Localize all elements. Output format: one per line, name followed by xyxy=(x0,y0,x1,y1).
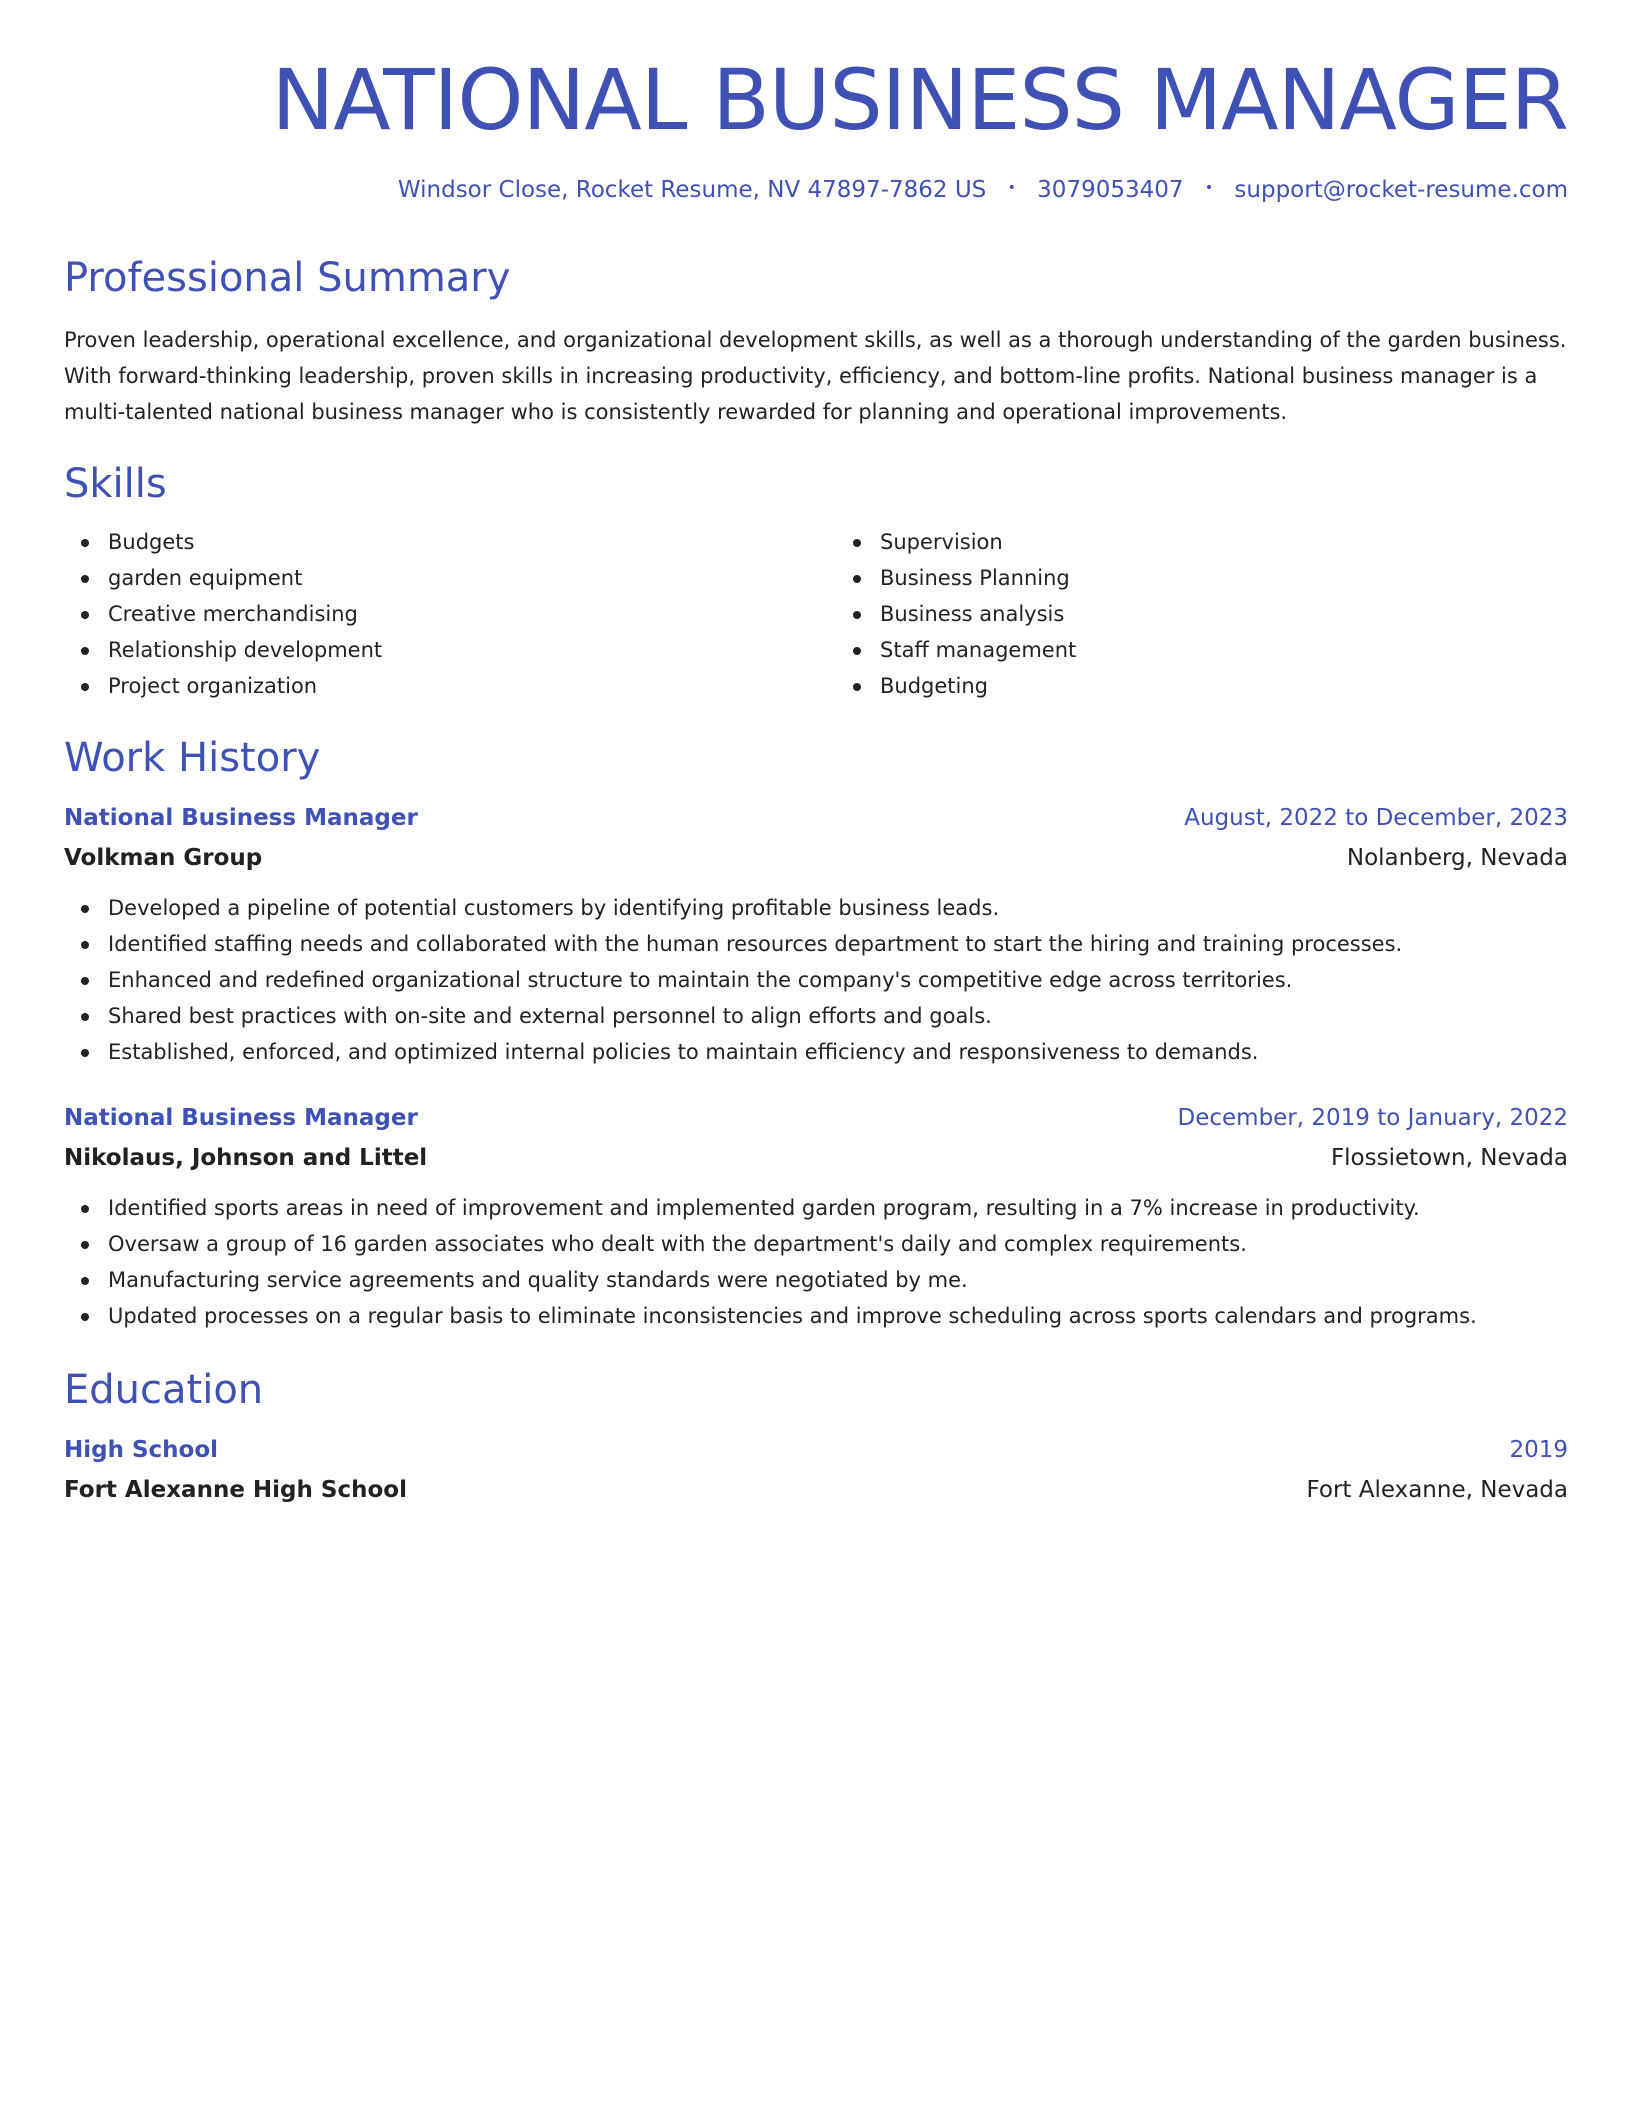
job-location: Nolanberg, Nevada xyxy=(1346,845,1568,872)
job-entry xyxy=(64,800,1568,1070)
skill-item: Project organization xyxy=(64,668,796,704)
professional-summary-section xyxy=(64,252,1568,430)
contact-address: Windsor Close, Rocket Resume, NV 47897-7862 US xyxy=(397,177,987,203)
summary-text: Proven leadership, operational excellence, and organizational development skills, as well as a thorough understanding of the garden business. With forward-thinking leadership, proven skills in increasing productivity, efficiency, and bottom-line profits. National business manager is a multi-talented national business manager who is consistently rewarded for planning and operational improvements. xyxy=(64,328,1567,425)
graduation-year: 2019 xyxy=(1509,1437,1568,1464)
school-name: Fort Alexanne High School xyxy=(64,1477,407,1504)
school-location: Fort Alexanne, Nevada xyxy=(1306,1477,1568,1504)
bullet-separator: • xyxy=(1204,180,1214,197)
skill-item: Business Planning xyxy=(836,560,1568,596)
job-bullets xyxy=(64,890,1568,1070)
job-bullet: Established, enforced, and optimized internal policies to maintain efficiency and responsiveness to demands. xyxy=(64,1034,1568,1070)
section-title-work: Work History xyxy=(64,735,321,782)
candidate-name: NATIONAL BUSINESS MANAGER xyxy=(271,51,1568,149)
skill-item: garden equipment xyxy=(64,560,796,596)
work-history-section xyxy=(64,732,1568,1334)
company-name: Nikolaus, Johnson and Littel xyxy=(64,1145,428,1172)
job-bullets xyxy=(64,1190,1568,1334)
job-dates: December, 2019 to January, 2022 xyxy=(1177,1105,1568,1132)
skill-item: Budgeting xyxy=(836,668,1568,704)
skills-list-right xyxy=(836,524,1568,704)
degree: High School xyxy=(64,1437,219,1464)
education-header xyxy=(64,1432,1568,1468)
job-header xyxy=(64,1100,1568,1136)
job-bullet: Manufacturing service agreements and quality standards were negotiated by me. xyxy=(64,1262,1568,1298)
education-subheader xyxy=(64,1472,1568,1508)
job-subheader xyxy=(64,840,1568,876)
contact-email: support@rocket-resume.com xyxy=(1234,177,1568,203)
job-title: National Business Manager xyxy=(64,805,418,832)
section-title-skills: Skills xyxy=(64,461,167,508)
skill-item: Relationship development xyxy=(64,632,796,668)
job-bullet: Identified staffing needs and collaborated with the human resources department to start the hiring and training processes. xyxy=(64,926,1568,962)
job-bullet: Updated processes on a regular basis to eliminate inconsistencies and improve scheduling across sports calendars and programs. xyxy=(64,1298,1568,1334)
skill-item: Staff management xyxy=(836,632,1568,668)
job-bullet: Identified sports areas in need of improvement and implemented garden program, resulting in a 7% increase in productivity. xyxy=(64,1190,1568,1226)
education-section xyxy=(64,1364,1568,1508)
job-entry xyxy=(64,1100,1568,1334)
resume-header xyxy=(64,48,1568,206)
job-bullet: Shared best practices with on-site and external personnel to align efforts and goals. xyxy=(64,998,1568,1034)
job-subheader xyxy=(64,1140,1568,1176)
job-bullet: Oversaw a group of 16 garden associates who dealt with the department's daily and complex requirements. xyxy=(64,1226,1568,1262)
job-location: Flossietown, Nevada xyxy=(1330,1145,1568,1172)
section-title-education: Education xyxy=(64,1367,264,1414)
job-bullet: Developed a pipeline of potential customers by identifying profitable business leads. xyxy=(64,890,1568,926)
contact-phone: 3079053407 xyxy=(1037,177,1184,203)
job-header xyxy=(64,800,1568,836)
education-entry xyxy=(64,1432,1568,1508)
skills-list-left xyxy=(64,524,796,704)
job-bullet: Enhanced and redefined organizational structure to maintain the company's competitive edge across territories. xyxy=(64,962,1568,998)
skill-item: Supervision xyxy=(836,524,1568,560)
contact-line xyxy=(64,175,1568,206)
skill-item: Business analysis xyxy=(836,596,1568,632)
bullet-separator: • xyxy=(1007,180,1016,197)
skills-grid xyxy=(64,524,1568,704)
job-dates: August, 2022 to December, 2023 xyxy=(1184,805,1568,832)
job-title: National Business Manager xyxy=(64,1105,418,1132)
company-name: Volkman Group xyxy=(64,845,263,872)
section-title-summary: Professional Summary xyxy=(64,255,511,302)
skill-item: Creative merchandising xyxy=(64,596,796,632)
skill-item: Budgets xyxy=(64,524,796,560)
skills-section xyxy=(64,458,1568,704)
